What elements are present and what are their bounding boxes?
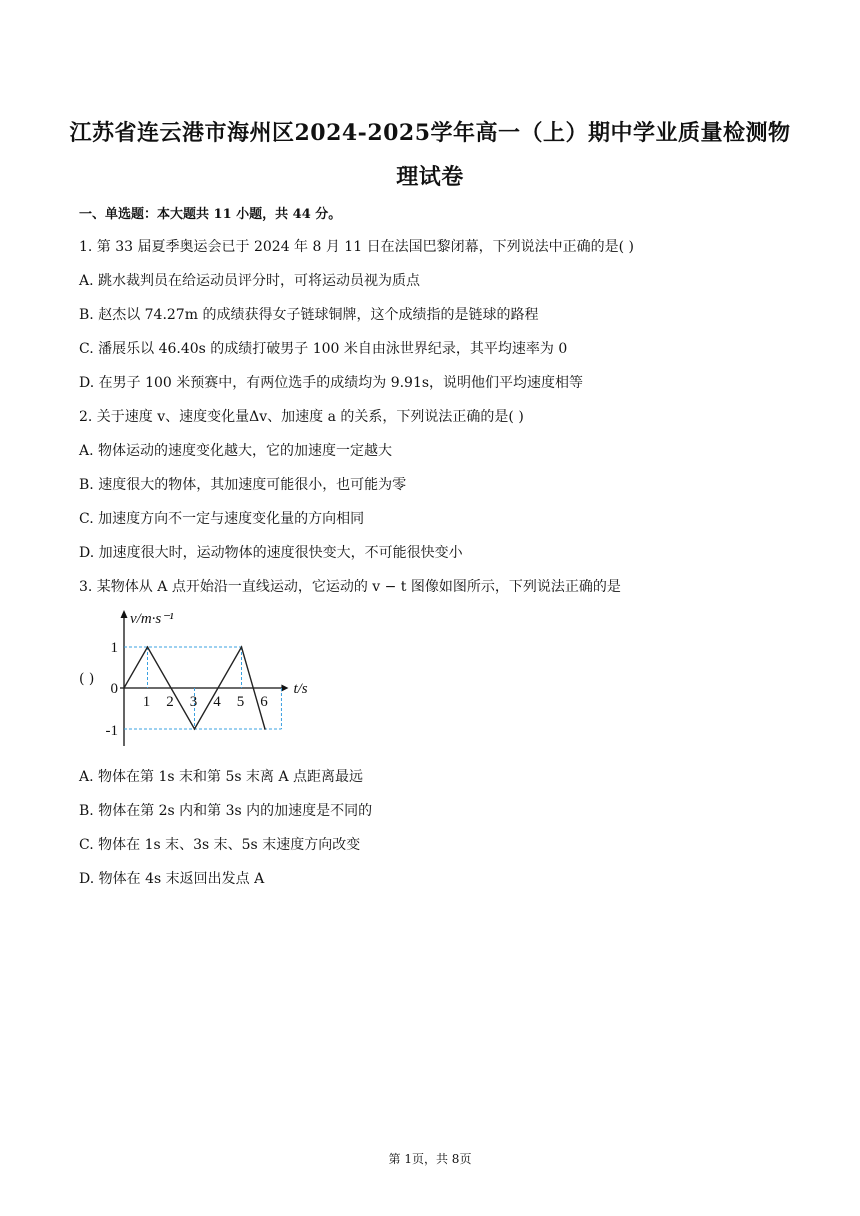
y-axis-arrow (121, 610, 128, 618)
question-3-option-d: D. 物体在 4s 末返回出发点 A (79, 871, 265, 887)
x-tick-label-4: 4 (213, 694, 221, 710)
y-tick-label-1: 1 (110, 640, 118, 656)
question-3-stem: 3. 某物体从 A 点开始沿一直线运动，它运动的 v − t 图像如图所示，下列说法正确的是 (79, 579, 621, 595)
question-3-answer-paren: ( ) (79, 671, 95, 687)
x-tick-label-1: 1 (142, 694, 151, 710)
page-footer: 第 1页，共 8页 (388, 1152, 472, 1166)
x-tick-label-5: 5 (236, 694, 245, 710)
question-2-stem: 2. 关于速度 v、速度变化量Δv、加速度 a 的关系，下列说法正确的是( ) (79, 409, 524, 425)
question-1-option-a: A. 跳水裁判员在给运动员评分时，可将运动员视为质点 (79, 273, 421, 289)
y-tick-label--1: -1 (105, 723, 118, 739)
y-tick-label-0: 0 (110, 681, 118, 697)
question-1-option-b: B. 赵杰以 74.27m 的成绩获得女子链球铜牌，这个成绩指的是链球的路程 (79, 307, 539, 323)
data-point-4 (264, 728, 266, 730)
x-axis-label: t/s (293, 681, 308, 697)
question-2-option-b: B. 速度很大的物体，其加速度可能很小，也可能为零 (79, 477, 407, 493)
x-tick-label-6: 6 (260, 694, 268, 710)
y-axis-label: v/m·s⁻¹ (130, 611, 174, 627)
title-line-1: 江苏省连云港市海州区2024-2025学年高一（上）期中学业质量检测物 (69, 120, 791, 146)
question-3-option-b: B. 物体在第 2s 内和第 3s 内的加速度是不同的 (79, 803, 373, 819)
vt-graph (100, 605, 345, 750)
section-heading: 一、单选题：本大题共 11 小题，共 44 分。 (79, 207, 342, 222)
x-tick-label-2: 2 (166, 694, 174, 710)
question-2-option-d: D. 加速度很大时，运动物体的速度很快变大，不可能很快变小 (79, 545, 463, 561)
data-point-1 (147, 646, 149, 648)
question-1-option-d: D. 在男子 100 米预赛中，有两位选手的成绩均为 9.91s，说明他们平均速度相等 (79, 375, 584, 391)
title-line-2: 理试卷 (396, 164, 464, 190)
x-tick-label-3: 3 (189, 694, 198, 710)
question-1-option-c: C. 潘展乐以 46.40s 的成绩打破男子 100 米自由泳世界纪录，其平均速率为 0 (79, 341, 568, 357)
question-2-option-c: C. 加速度方向不一定与速度变化量的方向相同 (79, 511, 365, 527)
data-point-3 (241, 646, 243, 648)
question-2-option-a: A. 物体运动的速度变化越大，它的加速度一定越大 (79, 443, 393, 459)
x-axis-arrow (281, 685, 288, 692)
data-point-2 (194, 728, 196, 730)
data-point-0 (123, 687, 125, 689)
question-3-option-a: A. 物体在第 1s 末和第 5s 末离 A 点距离最远 (79, 769, 364, 785)
question-3-option-c: C. 物体在 1s 末、3s 末、5s 末速度方向改变 (79, 837, 361, 853)
question-1-stem: 1. 第 33 届夏季奥运会已于 2024 年 8 月 11 日在法国巴黎闭幕，下列说法中正确的是( ) (79, 239, 634, 255)
